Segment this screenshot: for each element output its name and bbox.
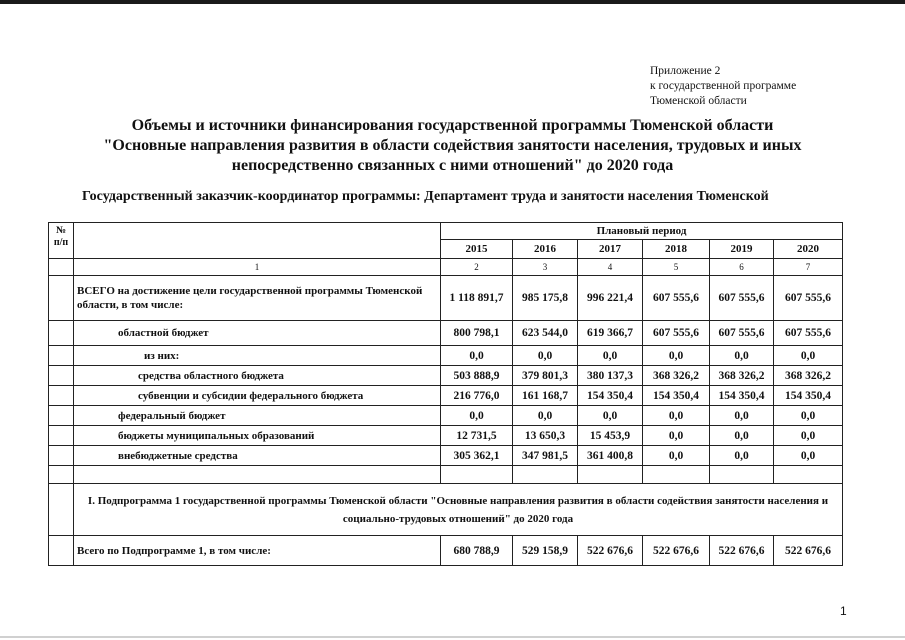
value-cell: 15 453,9	[578, 426, 643, 446]
row-number-cell	[49, 386, 74, 406]
row-label: внебюджетные средства	[74, 446, 441, 466]
value-cell: 522 676,6	[774, 536, 843, 566]
page-number: 1	[840, 604, 847, 618]
appendix-line-1: Приложение 2	[650, 65, 721, 77]
row-number-cell	[49, 321, 74, 346]
col-num-4: 4	[578, 259, 643, 276]
value-cell: 0,0	[441, 346, 513, 366]
row-number-cell	[49, 406, 74, 426]
value-cell: 0,0	[774, 406, 843, 426]
year-2020: 2020	[774, 240, 843, 259]
row-label: из них:	[74, 346, 441, 366]
row-number-cell	[49, 536, 74, 566]
title-line-2: "Основные направления развития в области содействия занятости населения, трудовых и иных	[103, 137, 802, 154]
bottom-edge-line	[0, 636, 905, 638]
value-cell: 0,0	[774, 346, 843, 366]
value-cell: 154 350,4	[774, 386, 843, 406]
appendix-line-2: к государственной программе	[650, 80, 797, 92]
value-cell: 996 221,4	[578, 276, 643, 321]
value-cell: 522 676,6	[643, 536, 710, 566]
value-cell: 368 326,2	[774, 366, 843, 386]
subprogram-heading: I. Подпрограмма 1 государственной программы Тюменской области "Основные направления развития в области содействия занятости населения и социально-трудовых отношений" до 2020 года	[74, 484, 843, 536]
table-row-regional-budget	[49, 321, 843, 346]
title-line-3: непосредственно связанных с ними отношений" до 2020 года	[231, 157, 674, 174]
value-cell: 13 650,3	[513, 426, 578, 446]
subprogram-heading-row	[49, 484, 843, 536]
value-cell: 619 366,7	[578, 321, 643, 346]
value-cell: 0,0	[578, 346, 643, 366]
row-label: федеральный бюджет	[74, 406, 441, 426]
year-2015: 2015	[441, 240, 513, 259]
value-cell: 522 676,6	[578, 536, 643, 566]
label-header	[74, 223, 441, 259]
year-2017: 2017	[578, 240, 643, 259]
value-cell: 368 326,2	[710, 366, 774, 386]
value-cell: 0,0	[441, 406, 513, 426]
row-number-cell	[49, 484, 74, 536]
value-cell: 0,0	[513, 346, 578, 366]
table-row-municipal-budgets	[49, 426, 843, 446]
col-num-blank	[49, 259, 74, 276]
table-row-empty	[49, 466, 843, 484]
value-cell: 680 788,9	[441, 536, 513, 566]
row-label: областной бюджет	[74, 321, 441, 346]
top-edge-line	[0, 0, 905, 4]
row-label: ВСЕГО на достижение цели государственной программы Тюменской области, в том числе:	[74, 276, 441, 321]
year-2019: 2019	[710, 240, 774, 259]
row-label: Всего по Подпрограмме 1, в том числе:	[74, 536, 441, 566]
value-cell: 0,0	[710, 446, 774, 466]
value-cell: 607 555,6	[643, 321, 710, 346]
col-num-3: 3	[513, 259, 578, 276]
value-cell: 154 350,4	[578, 386, 643, 406]
row-number-cell	[49, 276, 74, 321]
financing-table	[48, 222, 843, 566]
table-row-of-them	[49, 346, 843, 366]
value-cell: 607 555,6	[774, 276, 843, 321]
value-cell: 985 175,8	[513, 276, 578, 321]
col-num-1: 1	[74, 259, 441, 276]
header-row-1	[49, 223, 843, 240]
value-cell: 380 137,3	[578, 366, 643, 386]
value-cell: 607 555,6	[710, 321, 774, 346]
value-cell: 800 798,1	[441, 321, 513, 346]
col-num-5: 5	[643, 259, 710, 276]
value-cell: 347 981,5	[513, 446, 578, 466]
table-row-extrabudgetary	[49, 446, 843, 466]
planned-period-header: Плановый период	[441, 223, 843, 240]
value-cell: 0,0	[578, 406, 643, 426]
value-cell: 361 400,8	[578, 446, 643, 466]
appendix-note	[650, 64, 796, 109]
row-number-cell	[49, 366, 74, 386]
value-cell: 0,0	[643, 406, 710, 426]
year-2018: 2018	[643, 240, 710, 259]
value-cell: 607 555,6	[774, 321, 843, 346]
value-cell: 0,0	[710, 346, 774, 366]
value-cell: 0,0	[774, 426, 843, 446]
value-cell: 379 801,3	[513, 366, 578, 386]
col-num-2: 2	[441, 259, 513, 276]
col-num-7: 7	[774, 259, 843, 276]
row-number-cell	[49, 346, 74, 366]
table-row-federal-budget	[49, 406, 843, 426]
document-title	[20, 116, 885, 176]
value-cell: 607 555,6	[643, 276, 710, 321]
value-cell: 1 118 891,7	[441, 276, 513, 321]
value-cell: 522 676,6	[710, 536, 774, 566]
value-cell: 161 168,7	[513, 386, 578, 406]
table-row-total	[49, 276, 843, 321]
value-cell: 0,0	[513, 406, 578, 426]
value-cell: 0,0	[643, 346, 710, 366]
table-row-subventions	[49, 386, 843, 406]
value-cell: 0,0	[710, 406, 774, 426]
row-label: бюджеты муниципальных образований	[74, 426, 441, 446]
value-cell: 0,0	[710, 426, 774, 446]
table-row-regional-funds	[49, 366, 843, 386]
col-num-6: 6	[710, 259, 774, 276]
column-numbers-row	[49, 259, 843, 276]
value-cell: 529 158,9	[513, 536, 578, 566]
value-cell: 12 731,5	[441, 426, 513, 446]
appendix-line-3: Тюменской области	[650, 95, 747, 107]
program-customer: Государственный заказчик-координатор программы: Департамент труда и занятости населения Тюменской	[82, 189, 769, 204]
value-cell: 503 888,9	[441, 366, 513, 386]
value-cell: 623 544,0	[513, 321, 578, 346]
row-number-cell	[49, 426, 74, 446]
year-2016: 2016	[513, 240, 578, 259]
row-label: средства областного бюджета	[74, 366, 441, 386]
value-cell: 154 350,4	[710, 386, 774, 406]
subprogram-total-row	[49, 536, 843, 566]
value-cell: 607 555,6	[710, 276, 774, 321]
value-cell: 0,0	[643, 426, 710, 446]
row-label: субвенции и субсидии федерального бюджета	[74, 386, 441, 406]
value-cell: 0,0	[643, 446, 710, 466]
value-cell: 154 350,4	[643, 386, 710, 406]
row-number-cell	[49, 446, 74, 466]
value-cell: 0,0	[774, 446, 843, 466]
value-cell: 216 776,0	[441, 386, 513, 406]
col-number-header: № п/п	[49, 223, 74, 259]
value-cell: 368 326,2	[643, 366, 710, 386]
value-cell: 305 362,1	[441, 446, 513, 466]
title-line-1: Объемы и источники финансирования государственной программы Тюменской области	[131, 117, 774, 134]
